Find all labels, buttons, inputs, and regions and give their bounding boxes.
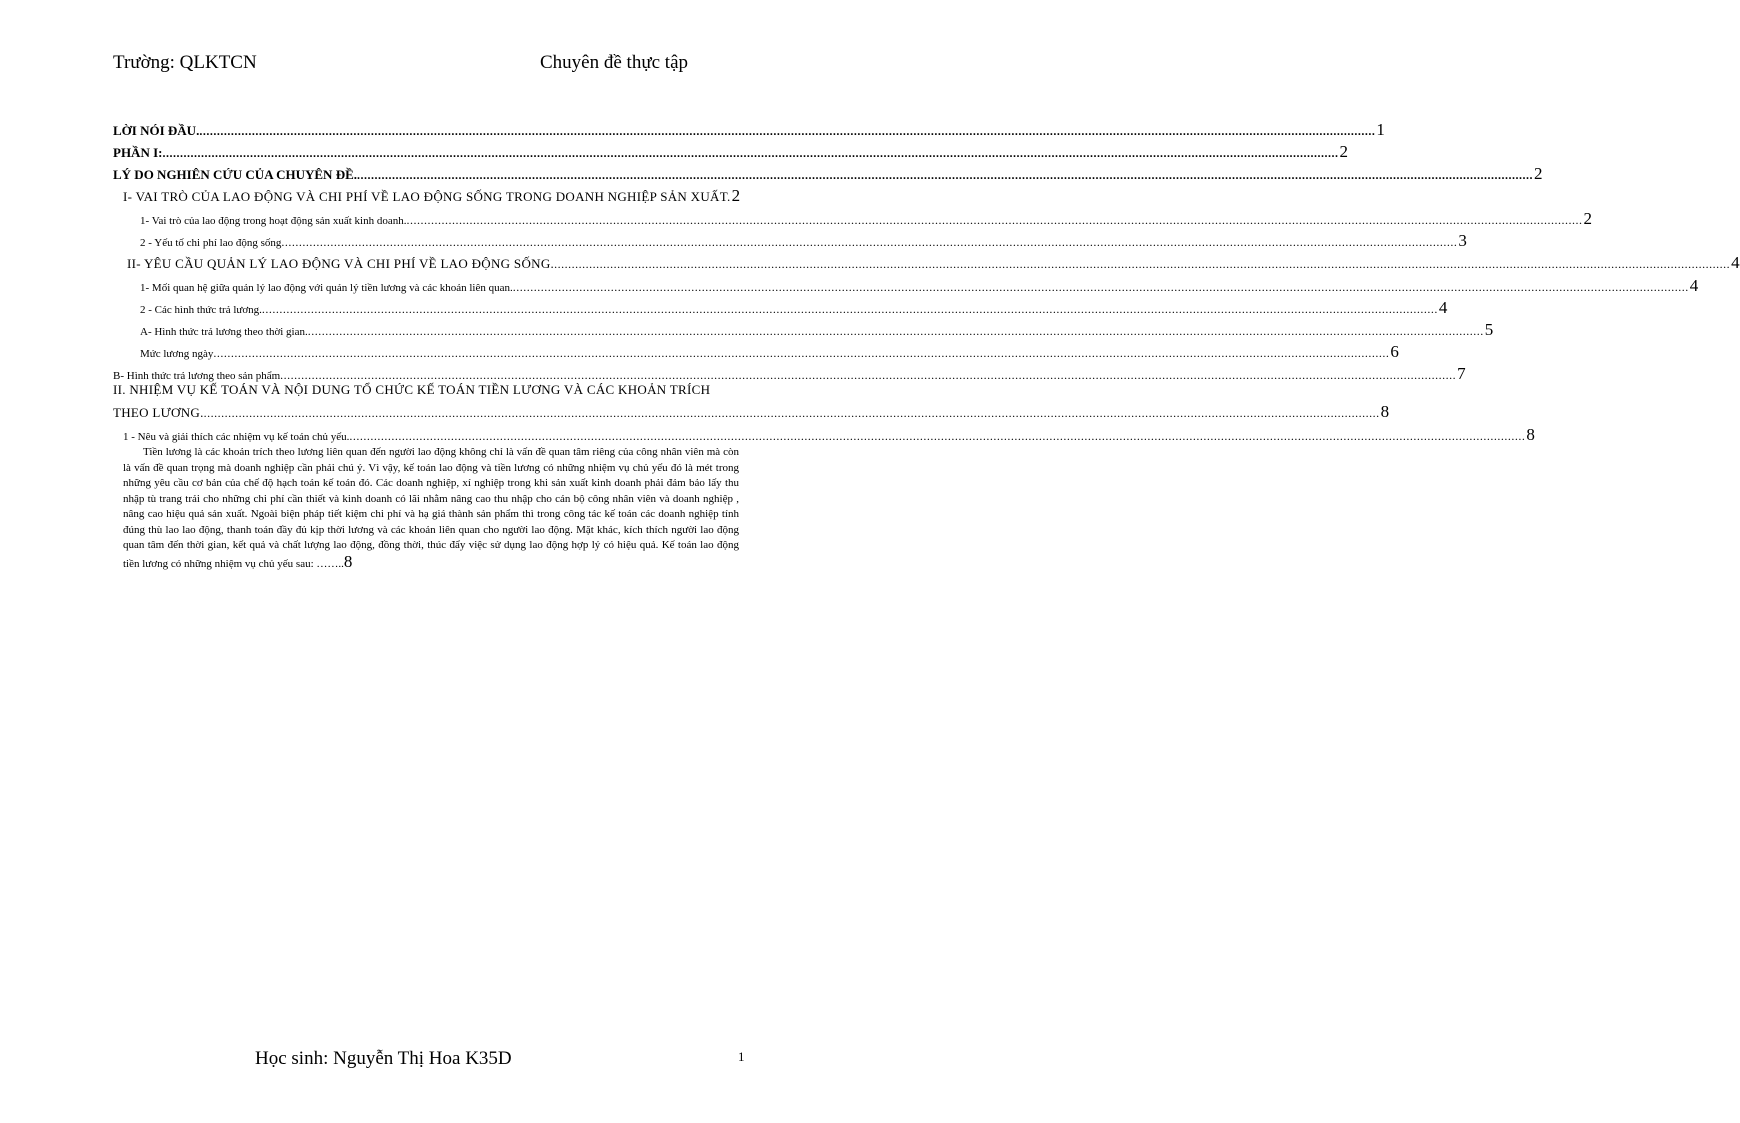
toc-entry-2-2-b[interactable]	[113, 364, 1466, 383]
toc-entry-text: I- VAI TRÒ CỦA LAO ĐỘNG VÀ CHI PHÍ VỀ LAO ĐỘNG SỐNG TRONG DOANH NGHIỆP SẢN XUẤT.	[123, 189, 731, 204]
toc-leader	[357, 168, 1533, 183]
toc-entry-3-1[interactable]	[113, 425, 1535, 445]
toc-entry-page: 4	[1438, 298, 1448, 317]
toc-entry-text: LỜI NÓI ĐẦU.	[113, 123, 200, 138]
paragraph-page: 8	[343, 551, 353, 571]
toc-entry-1-2[interactable]	[113, 231, 1467, 253]
toc-entry-page: 2	[1534, 164, 1543, 183]
toc-leader	[280, 368, 1456, 383]
toc-entry-part-1[interactable]	[113, 142, 1348, 164]
table-of-contents	[113, 120, 1740, 572]
toc-entry-text: LÝ DO NGHIÊN CỨU CỦA CHUYÊN ĐỀ.	[113, 167, 358, 182]
toc-entry-paragraph[interactable]	[113, 445, 739, 572]
toc-entry-reason[interactable]	[113, 164, 1543, 186]
page-number: 1	[738, 1049, 745, 1064]
toc-entry-page: 6	[1390, 342, 1399, 361]
toc-entry-text: THEO LƯƠNG.	[113, 405, 204, 420]
toc-entry-page: 1	[1376, 120, 1385, 139]
toc-entry-section-3[interactable]: II. NHIỆM VỤ KẾ TOÁN VÀ NỘI DUNG TỔ CHỨC KẾ TOÁN TIỀN LƯƠNG VÀ CÁC KHOẢN TRÍCH	[113, 382, 711, 397]
toc-entry-page: 2	[1583, 209, 1592, 228]
toc-entry-text: 1- Mối quan hệ giữa quản lý lao động với quản lý tiền lương và các khoản liên quan.	[140, 282, 513, 294]
toc-leader	[407, 213, 1583, 228]
toc-entry-text: PHẦN I:	[113, 145, 163, 160]
toc-leader	[308, 324, 1484, 339]
toc-entry-text: 2 - Yếu tố chi phí lao động sống	[140, 237, 282, 249]
toc-entry-2-2-a[interactable]	[113, 320, 1494, 342]
toc-entry-text: II- YÊU CẦU QUẢN LÝ LAO ĐỘNG VÀ CHI PHÍ VỀ LAO ĐỘNG SỐNG.	[127, 256, 555, 271]
toc-entry-page: 2	[1339, 142, 1348, 161]
toc-entry-1-1[interactable]	[113, 209, 1592, 231]
toc-entry-2-2[interactable]	[113, 298, 1448, 320]
toc-leader	[162, 146, 1338, 161]
toc-entry-page: 2	[731, 186, 741, 205]
toc-entry-section-3-cont[interactable]	[113, 402, 1390, 425]
toc-entry-text: 2 - Các hình thức trả lương.	[140, 304, 262, 316]
toc-entry-text: B- Hình thức trả lương theo sản phẩm	[113, 370, 281, 382]
toc-leader	[204, 406, 1380, 421]
header-school: Trường: QLKTCN	[113, 52, 257, 73]
toc-entry-section-2[interactable]	[113, 253, 1740, 276]
toc-leader	[281, 235, 1457, 250]
toc-entry-page: 8	[1526, 425, 1535, 444]
toc-entry-preface[interactable]	[113, 120, 1385, 142]
header-title: Chuyên đề thực tập	[540, 52, 689, 73]
footer-student: Học sinh: Nguyễn Thị Hoa K35D	[255, 1048, 512, 1069]
paragraph-text: Tiền lương là các khoản trích theo lương liên quan đến người lao động không chỉ là vấn đề quan tâm riêng của công nhân viên mà còn là vấn đề quan trọng mà doanh nghiệp cần phải chú ý. Vì vậy, kế toán lao động và tiền lương có những nhiệm vụ chủ yếu đó là mét trong những yêu cầu cơ bản của chế độ hạch toán kế toán đó. Các doanh nghiệp, xí nghiệp trong khi sản xuất kinh doanh phải đảm bảo lấy thu nhập tù trang trải cho những chi phí cần thiết và kinh doanh có lãi nhằm nâng cao thu nhập cho cán bộ công nhân viên và doanh nghiệp , nâng cao hiệu quả sản xuất. Ngoài biện pháp tiết kiệm chi phí và hạ giá thành sản phẩm thì trong công tác kế toán các doanh nghiệp tính đúng thù lao lao động, thanh toán đầy đủ kịp thời lương và các khoản liên quan cho người lao động. Mặt khác, kích thích người lao động quan tâm đến thời gian, kết quả và chất lượng lao động, đồng thời, thúc đẩy việc sử dụng lao động hợp lý có hiệu quả. Kế toán lao động tiền lương có những nhiệm vụ chủ yếu sau: ……..	[123, 446, 739, 570]
toc-entry-2-1[interactable]	[113, 276, 1699, 298]
toc-entry-text: 1- Vai trò của lao động trong hoạt động sản xuất kinh doanh.	[140, 215, 407, 227]
toc-leader	[262, 302, 1438, 317]
toc-entry-page: 7	[1457, 364, 1466, 383]
toc-entry-daily-wage[interactable]	[113, 342, 1399, 364]
toc-leader	[199, 124, 1375, 139]
toc-entry-page: 4	[1689, 276, 1699, 295]
toc-entry-page: 3	[1458, 231, 1467, 250]
toc-leader	[349, 429, 1525, 444]
toc-entry-page: 5	[1484, 320, 1494, 339]
toc-leader	[513, 280, 1689, 295]
toc-entry-text: 1 - Nêu và giải thích các nhiệm vụ kế toán chủ yếu.	[123, 431, 350, 443]
toc-entry-section-1[interactable]	[113, 186, 739, 209]
toc-entry-page: 8	[1380, 402, 1390, 421]
toc-leader	[213, 346, 1389, 361]
toc-entry-text: Mức lương ngày	[140, 348, 214, 360]
toc-entry-text: A- Hình thức trả lương theo thời gian.	[140, 326, 308, 338]
toc-entry-page: 4	[1731, 253, 1740, 272]
toc-leader	[554, 257, 1730, 272]
